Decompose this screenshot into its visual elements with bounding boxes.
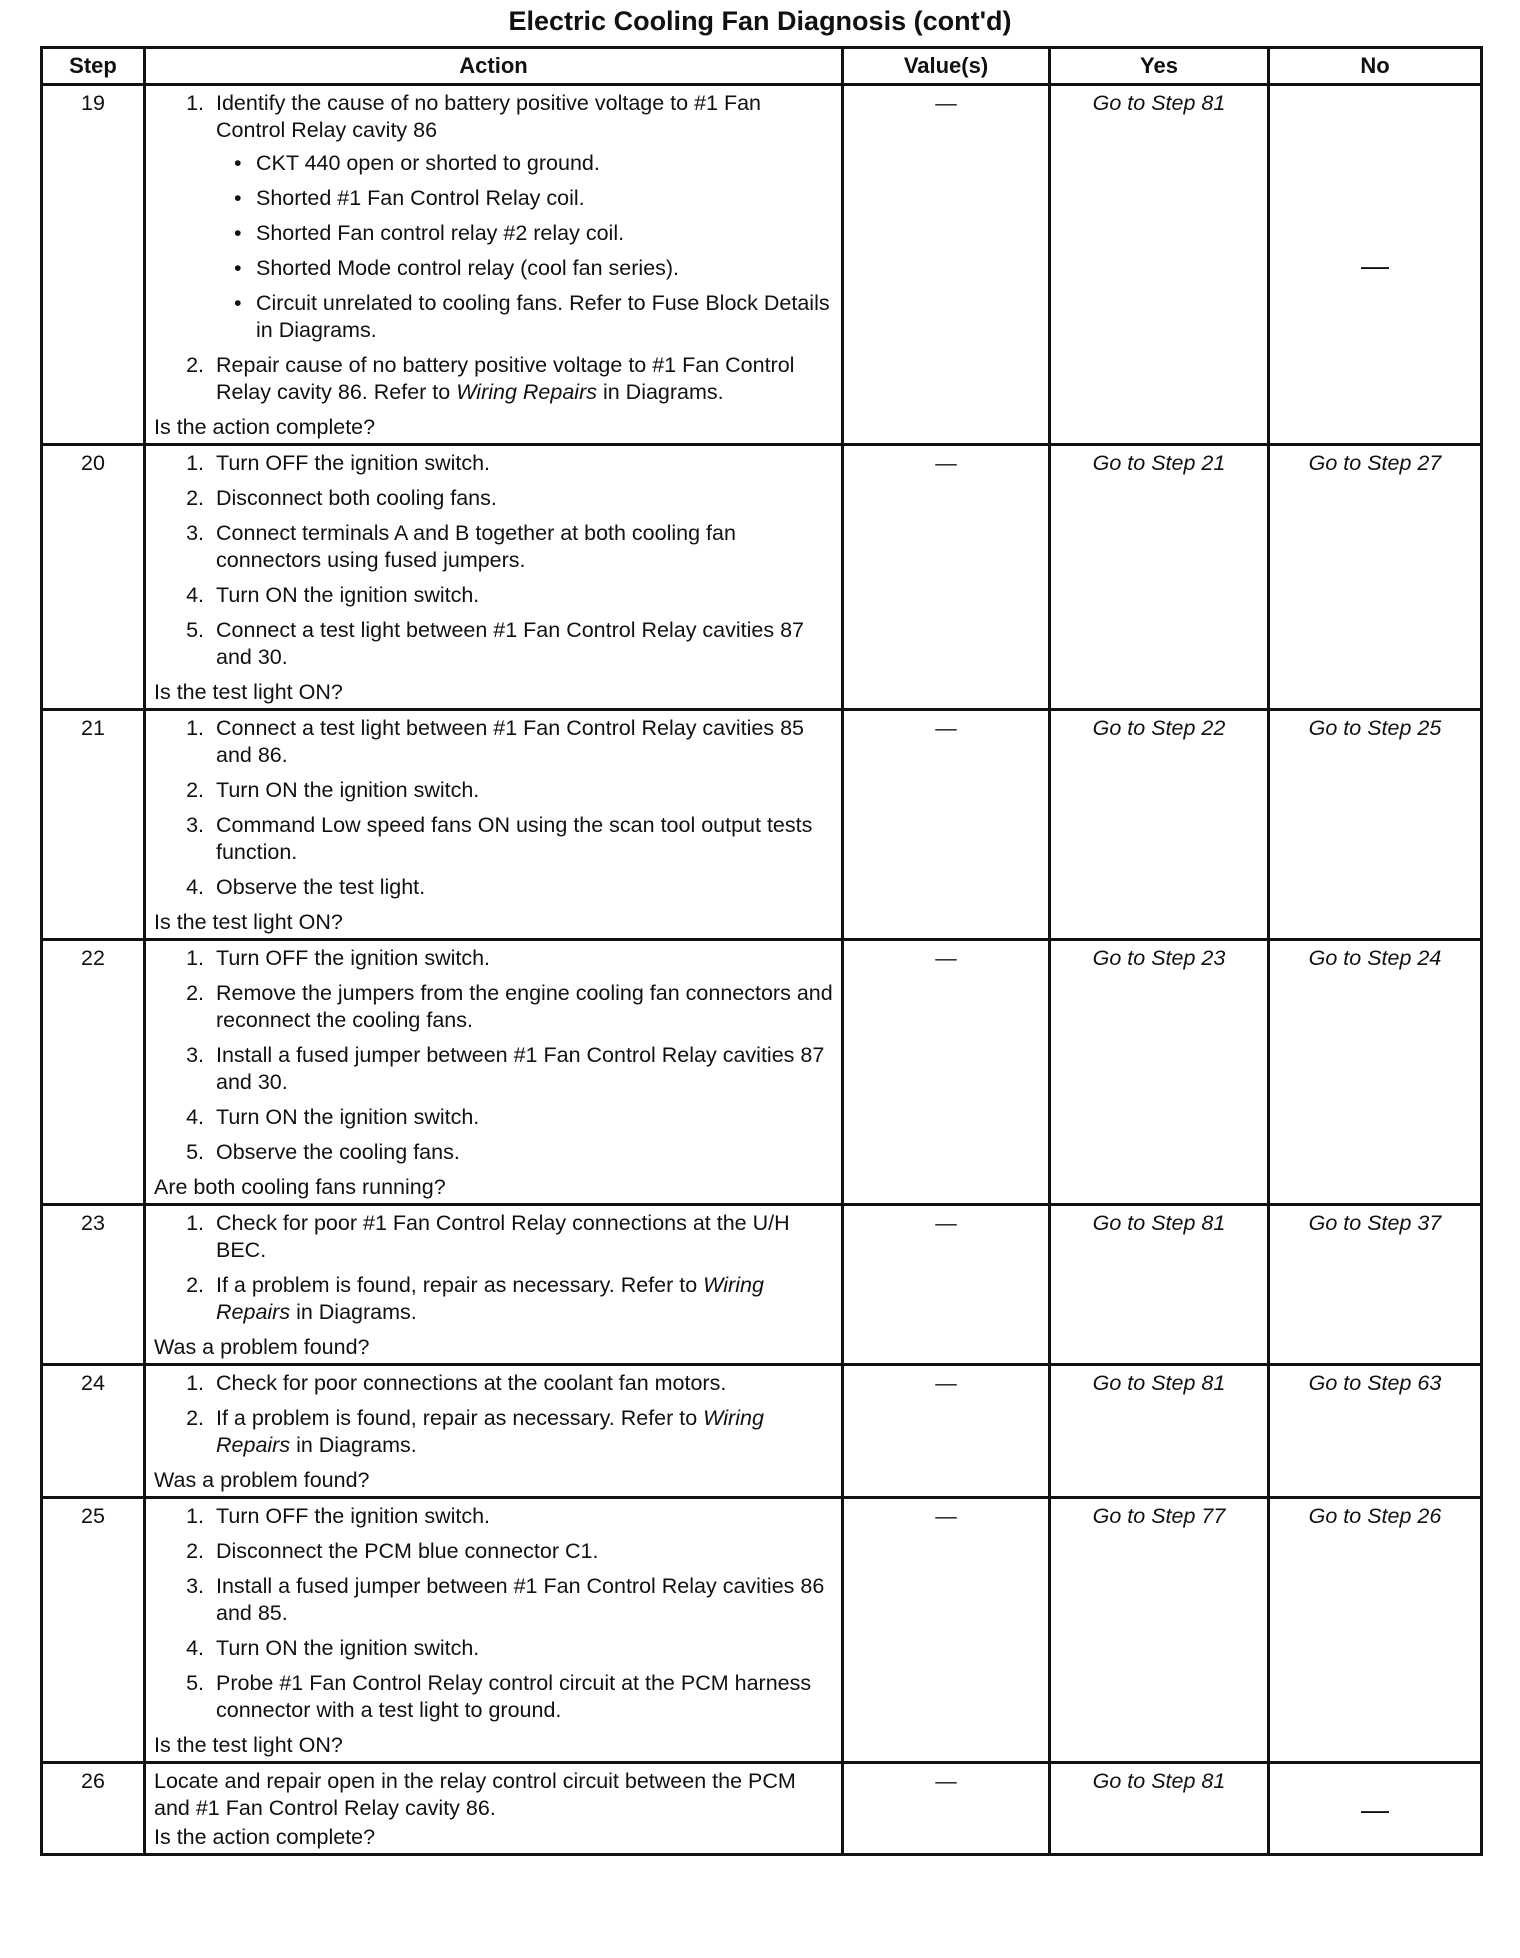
table-row [42, 940, 1482, 1205]
action-step [210, 450, 833, 477]
table-row [42, 1763, 1482, 1855]
question: Are both cooling fans running? [154, 1175, 446, 1199]
step-text: Install a fused jumper between #1 Fan Control Relay cavities 86 and 85. [216, 1574, 825, 1625]
action-steps [154, 715, 833, 901]
action-step [210, 485, 833, 512]
step-number: 25 [42, 1498, 145, 1763]
yes-result: Go to Step 21 [1050, 445, 1269, 710]
header-step: Step [42, 48, 145, 85]
action-step [210, 520, 833, 574]
bullet-list [216, 150, 833, 344]
question: Is the test light ON? [154, 910, 343, 934]
action-text: Locate and repair open in the relay control circuit between the PCM and #1 Fan Control Relay cavity 86. [154, 1769, 796, 1820]
table-row [42, 710, 1482, 940]
action-step [210, 715, 833, 769]
header-action: Action [145, 48, 843, 85]
action-step [210, 1503, 833, 1530]
no-result: Go to Step 25 [1269, 710, 1482, 940]
action-cell [145, 940, 843, 1205]
action-step [210, 1538, 833, 1565]
step-text: Turn OFF the ignition switch. [216, 451, 491, 475]
action-cell [145, 710, 843, 940]
action-step [210, 617, 833, 671]
action-step [210, 1104, 833, 1131]
step-text: in Diagrams. [290, 1300, 417, 1324]
action-step [210, 1272, 833, 1326]
step-text: If a problem is found, repair as necessary. Refer to [216, 1406, 704, 1430]
step-text: Observe the cooling fans. [216, 1140, 460, 1164]
step-number: 21 [42, 710, 145, 940]
step-text: Turn OFF the ignition switch. [216, 946, 491, 970]
action-cell [145, 1498, 843, 1763]
italic-reference: Wiring Repairs [216, 1273, 764, 1324]
no-result: — [1269, 85, 1482, 445]
table-row [42, 1498, 1482, 1763]
page-title: Electric Cooling Fan Diagnosis (cont'd) [508, 6, 1012, 36]
action-step [210, 1210, 833, 1264]
question: Was a problem found? [154, 1468, 370, 1492]
action-cell [145, 445, 843, 710]
yes-result: Go to Step 22 [1050, 710, 1269, 940]
question: Is the action complete? [154, 1825, 376, 1849]
table-row [42, 445, 1482, 710]
action-steps [154, 450, 833, 671]
question: Is the action complete? [154, 415, 376, 439]
table-row [42, 1205, 1482, 1365]
table-row [42, 1365, 1482, 1498]
step-number: 19 [42, 85, 145, 445]
no-result: Go to Step 37 [1269, 1205, 1482, 1365]
step-text: Repair cause of no battery positive voltage to #1 Fan Control Relay cavity 86. Refer to [216, 353, 795, 404]
step-number: 23 [42, 1205, 145, 1365]
table-row [42, 85, 1482, 445]
bullet-item: • Shorted #1 Fan Control Relay coil. [252, 185, 833, 212]
yes-result: Go to Step 81 [1050, 1365, 1269, 1498]
action-step [210, 582, 833, 609]
step-number: 20 [42, 445, 145, 710]
step-text: Connect a test light between #1 Fan Control Relay cavities 85 and 86. [216, 716, 804, 767]
step-text: Remove the jumpers from the engine cooling fan connectors and reconnect the cooling fans. [216, 981, 833, 1032]
step-text: Check for poor connections at the coolant fan motors. [216, 1371, 727, 1395]
action-step [210, 812, 833, 866]
yes-result: Go to Step 81 [1050, 1205, 1269, 1365]
value-cell: — [843, 445, 1050, 710]
action-steps [154, 945, 833, 1166]
action-step [210, 777, 833, 804]
action-step [210, 1370, 833, 1397]
header-no: No [1269, 48, 1482, 85]
action-steps [154, 1210, 833, 1326]
action-cell [145, 1205, 843, 1365]
yes-result: Go to Step 81 [1050, 85, 1269, 445]
step-text: Install a fused jumper between #1 Fan Control Relay cavities 87 and 30. [216, 1043, 825, 1094]
action-step [210, 980, 833, 1034]
no-result: Go to Step 24 [1269, 940, 1482, 1205]
step-text: Turn ON the ignition switch. [216, 778, 480, 802]
step-text: Disconnect both cooling fans. [216, 486, 497, 510]
step-text: If a problem is found, repair as necessary. Refer to [216, 1273, 704, 1297]
bullet-item: • Shorted Fan control relay #2 relay coil. [252, 220, 833, 247]
action-step [210, 1635, 833, 1662]
step-text: Turn OFF the ignition switch. [216, 1504, 491, 1528]
value-cell: — [843, 85, 1050, 445]
step-text: Turn ON the ignition switch. [216, 1105, 480, 1129]
step-text: in Diagrams. [596, 380, 724, 404]
step-number: 26 [42, 1763, 145, 1855]
action-step [210, 1042, 833, 1096]
italic-reference: Wiring Repairs [456, 380, 597, 404]
step-text: Command Low speed fans ON using the scan tool output tests function. [216, 813, 813, 864]
action-step [210, 90, 833, 344]
bullet-item: • CKT 440 open or shorted to ground. [252, 150, 833, 177]
question: Is the test light ON? [154, 680, 343, 704]
action-step [210, 1573, 833, 1627]
no-result: Go to Step 26 [1269, 1498, 1482, 1763]
value-cell: — [843, 1365, 1050, 1498]
action-step [210, 1139, 833, 1166]
bullet-item: • Circuit unrelated to cooling fans. Refer to Fuse Block Details in Diagrams. [252, 290, 833, 344]
step-text: Disconnect the PCM blue connector C1. [216, 1539, 599, 1563]
action-step [210, 1405, 833, 1459]
step-text: Probe #1 Fan Control Relay control circuit at the PCM harness connector with a test light to ground. [216, 1671, 812, 1722]
step-text: Connect a test light between #1 Fan Control Relay cavities 87 and 30. [216, 618, 804, 669]
action-step [210, 352, 833, 406]
action-step [210, 874, 833, 901]
header-values: Value(s) [843, 48, 1050, 85]
action-steps [154, 1503, 833, 1724]
no-result: — [1269, 1763, 1482, 1855]
action-cell [145, 85, 843, 445]
question: Is the test light ON? [154, 1733, 343, 1757]
value-cell: — [843, 1205, 1050, 1365]
header-yes: Yes [1050, 48, 1269, 85]
yes-result: Go to Step 77 [1050, 1498, 1269, 1763]
action-cell [145, 1763, 843, 1855]
action-cell [145, 1365, 843, 1498]
diagnosis-table [40, 46, 1483, 1856]
yes-result: Go to Step 23 [1050, 940, 1269, 1205]
step-number: 22 [42, 940, 145, 1205]
step-text: Turn ON the ignition switch. [216, 583, 480, 607]
value-cell: — [843, 710, 1050, 940]
step-text: Connect terminals A and B together at both cooling fan connectors using fused jumpers. [216, 521, 736, 572]
step-text: Turn ON the ignition switch. [216, 1636, 480, 1660]
action-steps [154, 90, 833, 406]
action-step [210, 1670, 833, 1724]
yes-result: Go to Step 81 [1050, 1763, 1269, 1855]
action-step [210, 945, 833, 972]
bullet-item: • Shorted Mode control relay (cool fan series). [252, 255, 833, 282]
question: Was a problem found? [154, 1335, 370, 1359]
italic-reference: Wiring Repairs [216, 1406, 764, 1457]
action-steps [154, 1370, 833, 1459]
value-cell: — [843, 1763, 1050, 1855]
step-text: Check for poor #1 Fan Control Relay connections at the U/H BEC. [216, 1211, 790, 1262]
value-cell: — [843, 940, 1050, 1205]
value-cell: — [843, 1498, 1050, 1763]
no-result: Go to Step 27 [1269, 445, 1482, 710]
header-row [42, 48, 1482, 85]
step-number: 24 [42, 1365, 145, 1498]
step-text: Identify the cause of no battery positive voltage to #1 Fan Control Relay cavity 86 [216, 91, 762, 142]
step-text: Observe the test light. [216, 875, 426, 899]
no-result: Go to Step 63 [1269, 1365, 1482, 1498]
step-text: in Diagrams. [290, 1433, 417, 1457]
